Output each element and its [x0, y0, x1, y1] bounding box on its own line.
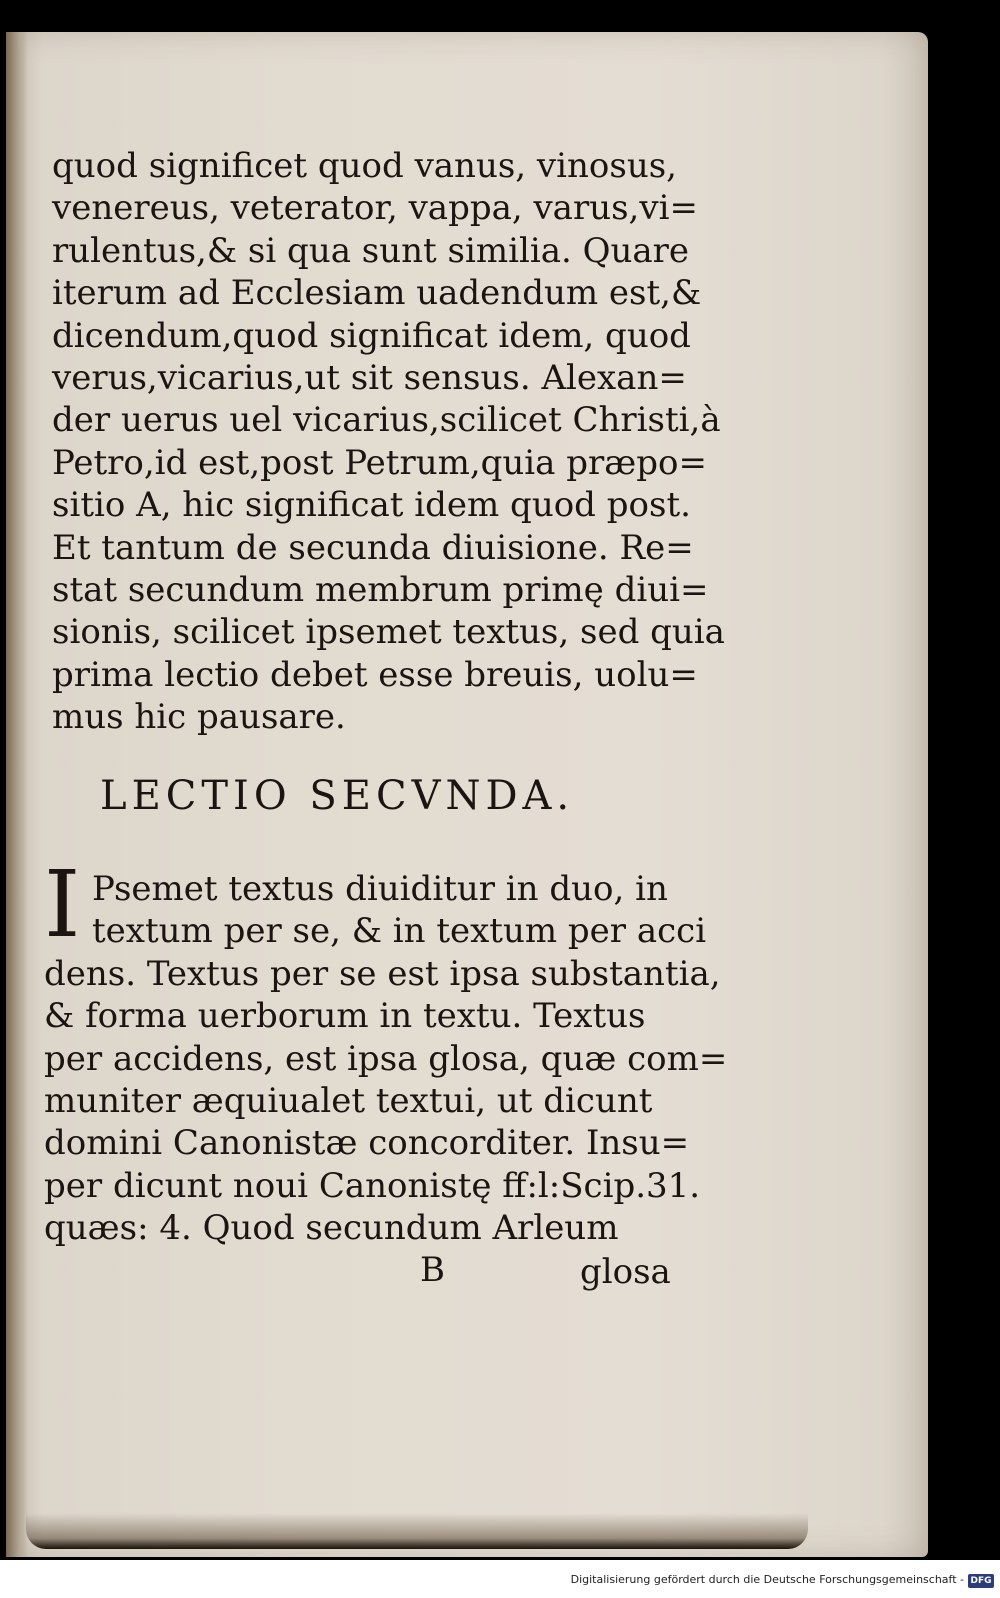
text-line: rulentus,& si qua sunt similia. Quare [52, 230, 690, 271]
text-line: mus hic pausare. [52, 697, 346, 738]
footer-bar [0, 1560, 1000, 1598]
text-line: & forma uerborum in textu. Textus [44, 996, 646, 1037]
text-line: sionis, scilicet ipsemet textus, sed quia [52, 612, 725, 653]
text-line: domini Canonistæ concorditer. Insu= [44, 1123, 690, 1164]
signature-mark: B [420, 1250, 445, 1290]
text-line: venereus, veterator, vappa, varus,vi= [52, 188, 698, 229]
text-line: stat secundum membrum primę diui= [52, 569, 709, 610]
text-line: muniter æquiualet textui, ut dicunt [44, 1080, 653, 1121]
text-line: der uerus uel vicarius,scilicet Christi,à [52, 400, 721, 441]
text-line: quod significet quod vanus, vinosus, [52, 146, 677, 186]
text-line: Petro,id est,post Petrum,quia præpo= [52, 442, 707, 483]
text-line: prima lectio debet esse breuis, uolu= [52, 654, 698, 695]
text-line: verus,vicarius,ut sit sensus. Alexan= [52, 357, 687, 398]
text-line: dicendum,quod significat idem, quod [52, 315, 691, 356]
text-line: iterum ad Ecclesiam uadendum est,& [52, 273, 702, 314]
catchword: glosa [580, 1252, 671, 1292]
drop-cap-initial: I [44, 851, 81, 958]
text-line: textum per se, & in textum per acci [92, 911, 707, 952]
text-line: per accidens, est ipsa glosa, quæ com= [44, 1038, 728, 1079]
footer-credit: Digitalisierung gefördert durch die Deutsche Forschungsgemeinschaft - [570, 1573, 964, 1586]
section-heading: LECTIO SECVNDA. [100, 773, 575, 819]
text-line: sitio A, hic significat idem quod post. [52, 485, 691, 526]
text-line: Et tantum de secunda diuisione. Re= [52, 527, 694, 568]
text-line: quæs: 4. Quod secundum Arleum [44, 1208, 619, 1249]
dfg-logo: DFG [968, 1574, 994, 1588]
text-line: per dicunt noui Canonistę ff:l:Scip.31. [44, 1165, 701, 1206]
page-bottom-edge [26, 1513, 808, 1549]
paragraph-2 [44, 868, 727, 1250]
page-gutter-shadow [6, 32, 28, 1557]
text-line: Psemet textus diuiditur in duo, in [92, 869, 668, 909]
paragraph-1 [52, 145, 725, 738]
text-line: dens. Textus per se est ipsa substantia, [44, 953, 721, 994]
